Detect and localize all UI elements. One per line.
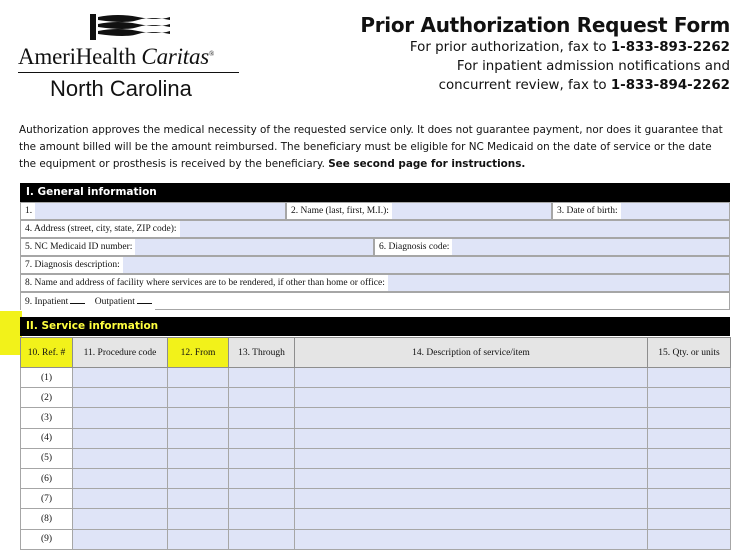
col-through: 13. Through <box>229 338 295 368</box>
row-ref-number: (1) <box>21 368 73 388</box>
cell-through[interactable] <box>229 368 295 388</box>
section-general-information-header: I. General information <box>20 183 730 202</box>
row-ref-number: (8) <box>21 509 73 529</box>
cell-from[interactable] <box>168 368 229 388</box>
cell-procedure-code[interactable] <box>73 368 168 388</box>
field-diagnosis-description[interactable]: 7. Diagnosis description: <box>20 256 730 274</box>
logo-brand-name: AmeriHealth Caritas® <box>18 44 215 69</box>
cell-procedure-code[interactable] <box>73 489 168 509</box>
service-information-table <box>20 337 731 550</box>
cell-from[interactable] <box>168 448 229 468</box>
cell-through[interactable] <box>229 428 295 448</box>
cell-from[interactable] <box>168 509 229 529</box>
cell-quantity[interactable] <box>648 388 731 408</box>
outpatient-blank[interactable] <box>137 293 152 304</box>
cell-procedure-code[interactable] <box>73 468 168 488</box>
table-row <box>21 529 731 549</box>
cell-description[interactable] <box>295 428 648 448</box>
row-ref-number: (2) <box>21 388 73 408</box>
cell-quantity[interactable] <box>648 408 731 428</box>
col-description: 14. Description of service/item <box>295 338 648 368</box>
field-inpatient-outpatient <box>20 292 730 310</box>
fax-line-inpatient: For inpatient admission notifications and <box>456 59 730 74</box>
cell-description[interactable] <box>295 529 648 549</box>
logo-divider <box>18 72 239 73</box>
cell-procedure-code[interactable] <box>73 529 168 549</box>
cell-through[interactable] <box>229 468 295 488</box>
cell-from[interactable] <box>168 408 229 428</box>
row-ref-number: (4) <box>21 428 73 448</box>
field-medicaid-id[interactable]: 5. NC Medicaid ID number: <box>20 238 374 256</box>
cell-through[interactable] <box>229 408 295 428</box>
cell-quantity[interactable] <box>648 448 731 468</box>
cell-through[interactable] <box>229 388 295 408</box>
col-from: 12. From <box>168 338 229 368</box>
field-address[interactable]: 4. Address (street, city, state, ZIP code): <box>20 220 730 238</box>
row-ref-number: (3) <box>21 408 73 428</box>
cell-from[interactable] <box>168 489 229 509</box>
field-diagnosis-code[interactable]: 6. Diagnosis code: <box>374 238 730 256</box>
table-row <box>21 428 731 448</box>
cell-quantity[interactable] <box>648 468 731 488</box>
field-facility-address[interactable]: 8. Name and address of facility where services are to be rendered, if other than home or office: <box>20 274 730 292</box>
cell-description[interactable] <box>295 368 648 388</box>
cell-procedure-code[interactable] <box>73 448 168 468</box>
intro-paragraph: Authorization approves the medical necessity of the requested service only. It does not guarantee payment, nor does it guarantee that the amount billed will be the amount reimbursed. The beneficiary must be eligible for NC Medicaid on the date of service or the date the equipment or prosthesis is received by the beneficiary. See second page for instructions. <box>19 124 723 170</box>
cell-from[interactable] <box>168 388 229 408</box>
cell-through[interactable] <box>229 448 295 468</box>
inpatient-label: 9. Inpatient <box>25 297 69 307</box>
title-block <box>360 12 730 95</box>
cell-description[interactable] <box>295 509 648 529</box>
row-ref-number: (5) <box>21 448 73 468</box>
cell-quantity[interactable] <box>648 368 731 388</box>
cell-from[interactable] <box>168 468 229 488</box>
fax-line-prior-auth: For prior authorization, fax to 1-833-893-2262 <box>409 40 730 55</box>
cell-description[interactable] <box>295 448 648 468</box>
table-row <box>21 448 731 468</box>
table-row <box>21 368 731 388</box>
cell-description[interactable] <box>295 388 648 408</box>
table-row <box>21 408 731 428</box>
cell-description[interactable] <box>295 408 648 428</box>
cell-procedure-code[interactable] <box>73 509 168 529</box>
table-row <box>21 489 731 509</box>
field-1[interactable]: 1. <box>20 202 286 220</box>
fax-line-concurrent: concurrent review, fax to 1-833-894-2262 <box>438 78 730 93</box>
cell-description[interactable] <box>295 489 648 509</box>
col-ref-number: 10. Ref. # <box>21 338 73 368</box>
amerihealth-caritas-logo <box>18 14 253 104</box>
row-ref-number: (7) <box>21 489 73 509</box>
flag-emblem-icon <box>90 14 170 42</box>
cell-through[interactable] <box>229 509 295 529</box>
outpatient-label: Outpatient <box>94 297 135 307</box>
row-ref-number: (9) <box>21 529 73 549</box>
cell-through[interactable] <box>229 529 295 549</box>
cell-procedure-code[interactable] <box>73 388 168 408</box>
logo-region: North Carolina <box>50 76 192 101</box>
cell-quantity[interactable] <box>648 489 731 509</box>
section-service-information-header: II. Service information <box>20 317 730 336</box>
cell-from[interactable] <box>168 428 229 448</box>
highlight-marker <box>0 311 22 355</box>
cell-procedure-code[interactable] <box>73 408 168 428</box>
cell-from[interactable] <box>168 529 229 549</box>
table-row <box>21 388 731 408</box>
inpatient-blank[interactable] <box>70 293 85 304</box>
cell-quantity[interactable] <box>648 509 731 529</box>
table-header-row <box>21 338 731 368</box>
field-name[interactable]: 2. Name (last, first, M.I.): <box>286 202 552 220</box>
cell-description[interactable] <box>295 468 648 488</box>
cell-quantity[interactable] <box>648 428 731 448</box>
row-ref-number: (6) <box>21 468 73 488</box>
cell-quantity[interactable] <box>648 529 731 549</box>
table-row <box>21 468 731 488</box>
cell-procedure-code[interactable] <box>73 428 168 448</box>
cell-through[interactable] <box>229 489 295 509</box>
col-quantity: 15. Qty. or units <box>648 338 731 368</box>
field-date-of-birth[interactable]: 3. Date of birth: <box>552 202 730 220</box>
page-title: Prior Authorization Request Form <box>360 13 730 37</box>
col-procedure-code: 11. Procedure code <box>73 338 168 368</box>
table-row <box>21 509 731 529</box>
